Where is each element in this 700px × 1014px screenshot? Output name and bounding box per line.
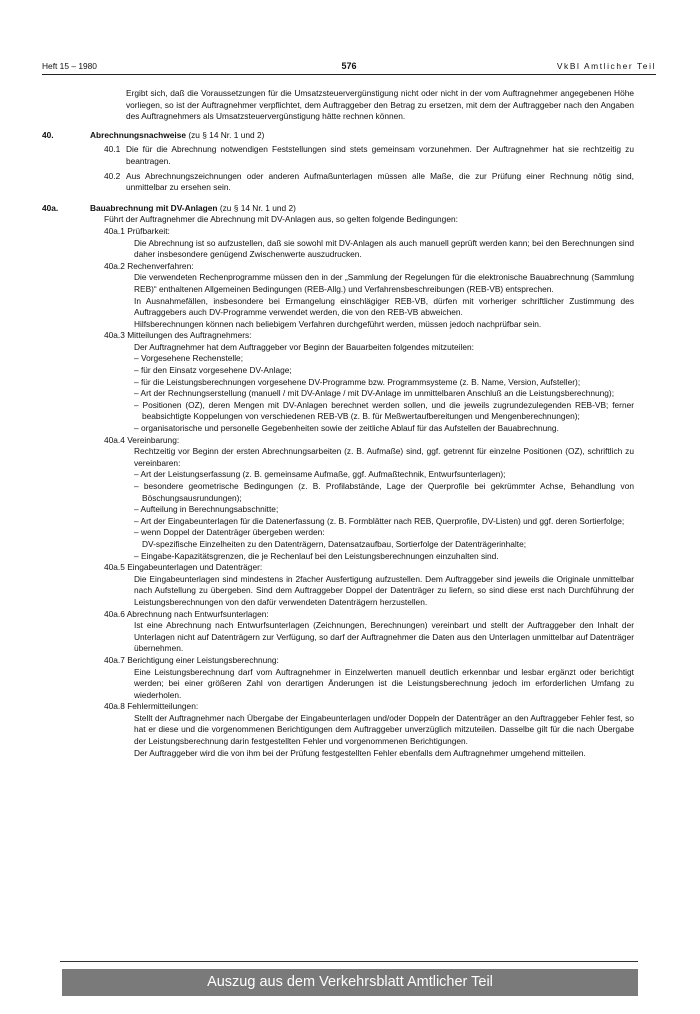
- list-item: – Art der Rechnungserstellung (manuell / mit DV-Anlage / mit DV-Anlage im unmittelbaren Anschluß an die Leistungsberechnung);: [134, 388, 615, 399]
- section-40a-heading: [42, 203, 634, 215]
- section-lead: Führt der Auftragnehmer die Abrechnung mit DV-Anlagen aus, so gelten folgende Bedingungen:: [104, 214, 458, 225]
- list-item: – wenn Doppel der Datenträger übergeben werden:: [134, 527, 325, 538]
- page-header: [42, 60, 656, 75]
- publication-label: VkBl Amtlicher Teil: [556, 61, 656, 71]
- list-item-continuation: DV-spezifische Einzelheiten zu den Datenträgern, Datensatzaufbau, Sortierfolge der Datenträgerinhalte;: [142, 538, 527, 549]
- item-40-2: [42, 171, 634, 194]
- section-title: Abrechnungsnachweise: [90, 129, 186, 140]
- list-item: – organisatorische und personelle Gegebenheiten sowie der zeitliche Ablauf für das Aufstellen der Bauabrechnung.: [134, 423, 559, 434]
- list-item: – Art der Eingabeunterlagen für die Datenerfassung (z. B. Formblätter nach REB, Querprofile, DV-Listen) und ggf. deren Sortierfolge;: [134, 515, 625, 526]
- paragraph: Die Eingabeunterlagen sind mindestens in 2facher Ausfertigung aufzustellen. Dem Auftraggeber sind jeweils die Originale unmittelbar nach Aufstellung zu übergeben. Sind dem Auftraggeber Doppel der Datenträger zu liefern, so sind diese erst nach Durchführung der Leistungsberechnungen von den dafür verwendeten Datenträgern herzustellen.: [134, 573, 634, 607]
- list-item: – für die Leistungsberechnungen vorgesehene DV-Programme bzw. Programmsysteme (z. B. Name, Version, Aufsteller);: [134, 376, 581, 387]
- list-item: – Positionen (OZ), deren Mengen mit DV-Anlagen berechnet werden sollen, und die jeweils zugrundezulegenden REB-VB; ferner beabsichtigte Koppelungen von verschiedenen REB-VB (z. B. für Meßwertaufbereitungen und Mengenberechnungen);: [134, 399, 634, 422]
- issue-label: Heft 15 – 1980: [42, 61, 97, 71]
- subsection-heading: 40a.1 Prüfbarkeit:: [104, 225, 170, 236]
- list-item: – für den Einsatz vorgesehene DV-Anlage;: [134, 365, 292, 376]
- list-item: – Aufteilung in Berechnungsabschnitte;: [134, 504, 279, 515]
- paragraph: Rechtzeitig vor Beginn der ersten Abrechnungsarbeiten (z. B. Aufmaße) sind, ggf. getrennt für einzelne Positionen (OZ), schriftlich zu vereinbaren:: [134, 446, 634, 468]
- section-title: Bauabrechnung mit DV-Anlagen: [90, 202, 218, 213]
- subsection-heading: 40a.2 Rechenverfahren:: [104, 260, 194, 271]
- subsection-heading: 40a.5 Eingabeunterlagen und Datenträger:: [104, 562, 263, 573]
- paragraph: Hilfsberechnungen können nach beliebigem Verfahren durchgeführt werden, müssen jedoch nachprüfbar sein.: [134, 318, 542, 329]
- item-text: Aus Abrechnungszeichnungen oder anderen Aufmaßunterlagen müssen alle Maße, die zur Prüfung einer Rechnung nötig sind, unmittelbar zu ersehen sein.: [126, 170, 634, 193]
- document-body: [42, 88, 634, 759]
- page-number: 576: [341, 61, 357, 71]
- section-number: 40.: [42, 129, 54, 140]
- section-40-heading: [42, 130, 634, 142]
- paragraph: Der Auftragnehmer hat dem Auftraggeber vor Beginn der Bauarbeiten folgendes mitzuteilen:: [134, 341, 474, 352]
- section-ref: (zu § 14 Nr. 1 und 2): [219, 202, 296, 213]
- subsection-heading: 40a.6 Abrechnung nach Entwurfsunterlagen:: [104, 608, 269, 619]
- list-item: – Vorgesehene Rechenstelle;: [134, 353, 244, 364]
- paragraph: Der Auftraggeber wird die von ihm bei der Prüfung festgestellten Fehler ebenfalls dem Auftragnehmer umgehend mitteilen.: [134, 747, 586, 758]
- item-number: 40.2: [104, 170, 121, 181]
- item-number: 40.1: [104, 144, 121, 155]
- section-number: 40a.: [42, 202, 59, 213]
- paragraph: Eine Leistungsberechnung darf vom Auftragnehmer in Einzelwerten manuell deutlich erkennbar und lesbar ergänzt oder berichtigt werden; bei einer größeren Zahl von derartigen Änderungen ist die Leistungsberechnung jedoch im erforderlichen Umfang zu wiederholen.: [134, 666, 634, 700]
- subsection-heading: 40a.8 Fehlermitteilungen:: [104, 701, 199, 712]
- subsection-heading: 40a.4 Vereinbarung:: [104, 434, 180, 445]
- section-ref: (zu § 14 Nr. 1 und 2): [188, 129, 265, 140]
- subsection-heading: 40a.3 Mitteilungen des Auftragnehmers:: [104, 330, 252, 341]
- list-item: – Eingabe-Kapazitätsgrenzen, die je Rechenlauf bei den Leistungsberechnungen einzuhalten sind.: [134, 550, 499, 561]
- item-40-1: [42, 144, 634, 167]
- paragraph: Die Abrechnung ist so aufzustellen, daß sie sowohl mit DV-Anlagen als auch manuell geprüft werden kann; bei den Berechnungen sind daher insbesondere genügend Zwischenwerte auszudrucken.: [134, 237, 634, 260]
- footer-banner: Auszug aus dem Verkehrsblatt Amtlicher Teil: [62, 969, 638, 996]
- intro-paragraph: Ergibt sich, daß die Voraussetzungen für die Umsatzsteuervergünstigung nicht oder nicht in der vom Auftragnehmer angegebenen Höhe vorliegen, so ist der Auftragnehmer verpflichtet, dem Auftraggeber den Betrag zu ersetzen, mit dem der Auftraggeber nach den Angaben des Auftragnehmers als Umsatzsteuervergünstigung hätte rechnen können.: [126, 88, 634, 122]
- list-item: – Art der Leistungserfassung (z. B. gemeinsame Aufmaße, ggf. Aufmaßtechnik, Entwurfsunterlagen);: [134, 469, 506, 480]
- paragraph: Stellt der Auftragnehmer nach Übergabe der Eingabeunterlagen und/oder Doppeln der Datenträger an den Auftraggeber Fehler fest, so hat er diese und die vorgenommenen Berichtigungen dem Auftraggeber unverzüglich mitzuteilen. Dasselbe gilt für die nach Übergabe der Leistungsberechnung darin festgestellten Fehler und vorgenommenen Berichtigungen.: [134, 712, 634, 747]
- paragraph: Ist eine Abrechnung nach Entwurfsunterlagen (Zeichnungen, Berechnungen) vereinbart und stellt der Auftraggeber den Inhalt der Unterlagen nicht auf Datenträgern zur Verfügung, so darf der Auftragnehmer die Daten aus den Unterlagen unmittelbar auf Datenträger übernehmen.: [134, 620, 634, 654]
- subsection-heading: 40a.7 Berichtigung einer Leistungsberechnung:: [104, 654, 279, 665]
- item-text: Die für die Abrechnung notwendigen Feststellungen sind stets gemeinsam vorzunehmen. Der Auftragnehmer hat sie rechtzeitig zu beantragen.: [126, 144, 634, 166]
- paragraph: Die verwendeten Rechenprogramme müssen den in der „Sammlung der Regelungen für die elektronische Bauabrechnung (Sammlung REB)“ enthaltenen Allgemeinen Bedingungen (REB-Allg.) und Verfahrensbeschreibungen (REB-VB) entsprechen.: [134, 272, 634, 294]
- list-item: – besondere geometrische Bedingungen (z. B. Profilabstände, Lage der Querprofile bei gekrümmter Achse, Behandlung von Böschungsausrundungen);: [134, 481, 634, 503]
- paragraph: In Ausnahmefällen, insbesondere bei Ermangelung einschlägiger REB-VB, dürfen mit vorheriger schriftlicher Zustimmung des Auftraggebers auch DV-Programme verwendet werden, die von den REB-VB abweichen.: [134, 295, 634, 318]
- footer-divider: [60, 961, 638, 962]
